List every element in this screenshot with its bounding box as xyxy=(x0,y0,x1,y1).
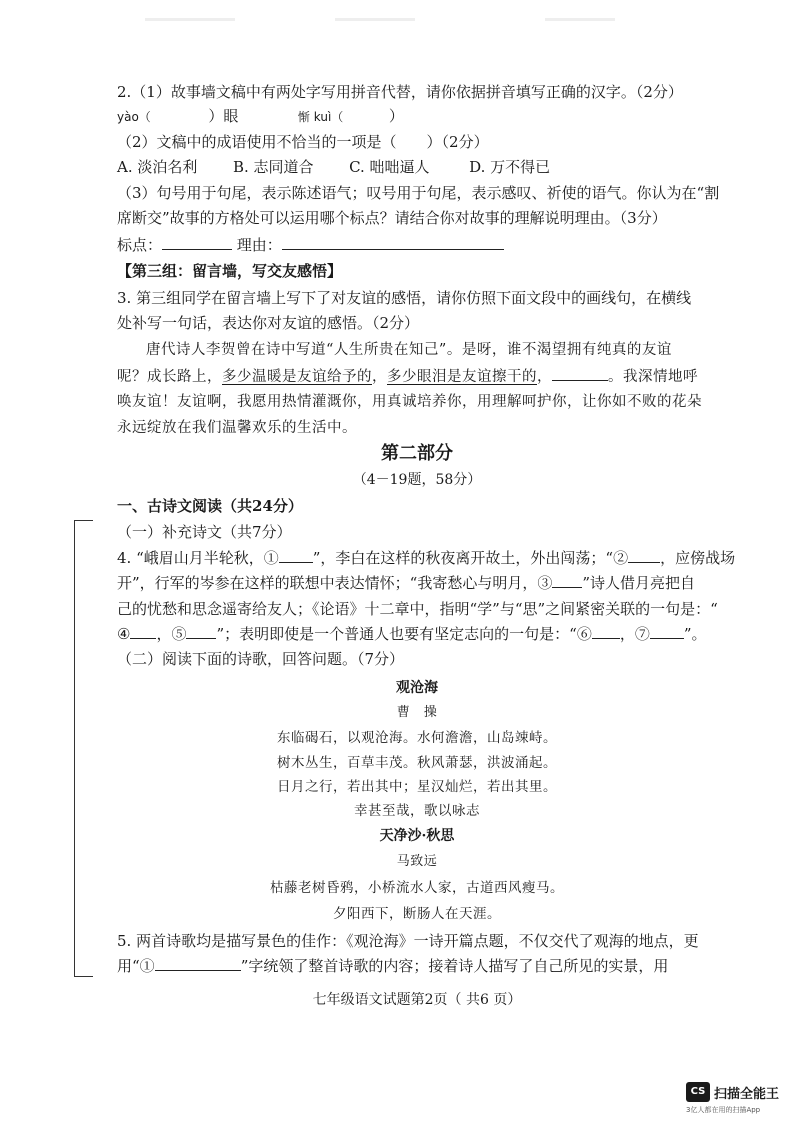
circle-number: ③ xyxy=(537,574,553,592)
q4-text: ”；表明即使是一个普通人也要有坚定志向的一句是：“ xyxy=(216,625,577,643)
q3-line1: 3. 第三组同学在留言墙上写下了对友谊的感悟，请你仿照下面文段中的画线句，在横线 xyxy=(117,289,692,307)
q4-line4 xyxy=(117,622,717,646)
passage-text: ， xyxy=(537,369,552,385)
poem1-line3: 日月之行，若出其中；星汉灿烂，若出其里。 xyxy=(277,779,557,795)
passage-line4: 永远绽放在我们温馨欢乐的生活中。 xyxy=(117,420,357,436)
circle-number: ⑦ xyxy=(634,625,650,643)
q2-line6: 席断交”故事的方格处可以运用哪个标点？请结合你对故事的理解说明理由。（3分） xyxy=(117,209,667,227)
poem1-author: 曹 操 xyxy=(396,705,438,720)
scan-mark xyxy=(545,18,615,21)
q2-answer-line xyxy=(117,233,717,257)
circle-number: ④ xyxy=(117,625,131,643)
camscanner-name: 扫描全能王 xyxy=(714,1087,780,1102)
circle-number: ⑥ xyxy=(576,625,592,643)
part2-title: 第二部分 xyxy=(381,443,453,464)
subsection1-title: （一）补充诗文（共7分） xyxy=(117,523,292,541)
scan-mark xyxy=(145,18,235,21)
fill-blank[interactable] xyxy=(592,622,620,639)
q4-text: ”，李白在这样的秋夜离开故土，外出闯荡；“ xyxy=(312,549,614,567)
fill-blank[interactable] xyxy=(650,622,684,639)
q4-text: ”诗人借月亮把自 xyxy=(582,574,696,592)
option-d: D. 万不得已 xyxy=(469,158,551,176)
page-footer: 七年级语文试题第2页（ 共6 页） xyxy=(312,992,522,1008)
passage-text: 呢？成长路上， xyxy=(117,369,222,385)
q4-text: ，应傍战场 xyxy=(660,549,736,567)
q4-text: 4. “峨眉山月半轮秋， xyxy=(117,549,264,567)
fill-blank[interactable] xyxy=(130,622,156,639)
q5-text: ”字统领了整首诗歌的内容；接着诗人描写了自己所见的实景，用 xyxy=(240,957,669,975)
q2-options xyxy=(117,155,717,179)
q4-text: ”。 xyxy=(683,625,707,643)
label-punct: 标点： xyxy=(117,236,163,254)
passage-line2 xyxy=(117,364,717,389)
poem1-title: 观沧海 xyxy=(396,680,438,696)
scan-mark xyxy=(335,18,415,21)
q2-pinyin-line xyxy=(117,104,717,129)
circle-number: ① xyxy=(139,957,155,975)
circle-number: ① xyxy=(263,549,279,567)
fill-blank[interactable] xyxy=(279,546,313,563)
part2-subtitle: （4－19题，58分） xyxy=(352,472,482,488)
q4-line2 xyxy=(117,571,717,595)
poem1-line2: 树木丛生，百草丰茂。秋风萧瑟，洪波涌起。 xyxy=(277,755,557,771)
circle-number: ⑤ xyxy=(171,625,187,643)
q3-line2: 处补写一句话，表达你对友谊的感悟。（2分） xyxy=(117,314,420,332)
q2-line5: （3）句号用于句尾，表示陈述语气；叹号用于句尾，表示感叹、祈使的语气。你认为在“割 xyxy=(117,184,720,202)
pinyin-kui: 惭 kuì（ xyxy=(297,110,344,124)
passage-text: ， xyxy=(372,369,387,385)
subsection2-title: （二）阅读下面的诗歌，回答问题。（7分） xyxy=(117,650,405,668)
circle-number: ② xyxy=(613,549,629,567)
group3-header: 【第三组：留言墙，写交友感悟】 xyxy=(117,262,343,280)
q4-line1 xyxy=(117,546,736,570)
q5-line1: 5. 两首诗歌均是描写景色的佳作：《观沧海》一诗开篇点题，不仅交代了观海的地点，更 xyxy=(117,932,699,950)
label-reason: 理由： xyxy=(236,236,282,254)
option-b: B. 志同道合 xyxy=(232,158,314,176)
option-a: A. 淡泊名利 xyxy=(117,158,198,176)
q4-text: ， xyxy=(156,625,172,643)
q4-text: 开”，行军的岑参在这样的联想中表达情怀；“我寄愁心与明月， xyxy=(117,574,538,592)
punct-blank[interactable] xyxy=(162,233,232,250)
pinyin-yao: yào（ xyxy=(117,110,151,124)
poem1-line1: 东临碣石，以观沧海。水何澹澹，山岛竦峙。 xyxy=(277,730,557,746)
underlined-sentence: 多少眼泪是友谊擦干的 xyxy=(387,369,537,385)
camscanner-tagline: 3亿人都在用的扫描App xyxy=(686,1106,761,1114)
fill-blank[interactable] xyxy=(628,546,660,563)
underlined-sentence: 多少温暖是友谊给予的 xyxy=(222,369,372,385)
fill-blank[interactable] xyxy=(552,364,608,381)
pinyin-yao-end: ）眼 xyxy=(208,107,239,125)
poem2-line2: 夕阳西下，断肠人在天涯。 xyxy=(333,906,501,922)
margin-bracket xyxy=(74,520,93,977)
poem1-line4: 幸甚至哉，歌以咏志 xyxy=(354,803,480,819)
poem2-title: 天净沙·秋思 xyxy=(379,828,455,844)
q5-line2 xyxy=(117,954,717,978)
passage-line1: 唐代诗人李贺曾在诗中写道“人生所贵在知己”。是呀，谁不渴望拥有纯真的友谊 xyxy=(146,342,672,358)
fill-blank[interactable] xyxy=(552,571,582,588)
poem2-author: 马致远 xyxy=(396,854,438,869)
q5-text: 用“ xyxy=(117,957,140,975)
q2-line3: （2）文稿中的成语使用不恰当的一项是（ ）（2分） xyxy=(117,133,489,151)
q4-text: ， xyxy=(619,625,635,643)
option-c: C. 咄咄逼人 xyxy=(349,158,430,176)
pinyin-kui-end: ） xyxy=(388,107,404,125)
q2-line1: 2.（1）故事墙文稿中有两处字写用拼音代替，请你依据拼音填写正确的汉字。（2分） xyxy=(117,83,683,101)
poem2-line1: 枯藤老树昏鸦，小桥流水人家，古道西风瘦马。 xyxy=(270,880,564,896)
passage-line3: 唤友谊！友谊啊，我愿用热情灌溉你，用真诚培养你，用理解呵护你，让你如不败的花朵 xyxy=(117,394,702,410)
camscanner-logo-icon: CS xyxy=(686,1082,710,1102)
passage-text: 。我深情地呼 xyxy=(608,369,698,385)
section1-title: 一、古诗文阅读（共24分） xyxy=(117,497,303,515)
scanner-watermark xyxy=(686,1082,786,1118)
fill-blank[interactable] xyxy=(186,622,216,639)
fill-blank[interactable] xyxy=(155,954,241,971)
reason-blank[interactable] xyxy=(282,233,504,250)
q4-line3: 己的忧愁和思念遥寄给友人；《论语》十二章中，指明“学”与“思”之间紧密关联的一句是：“ xyxy=(117,600,718,618)
